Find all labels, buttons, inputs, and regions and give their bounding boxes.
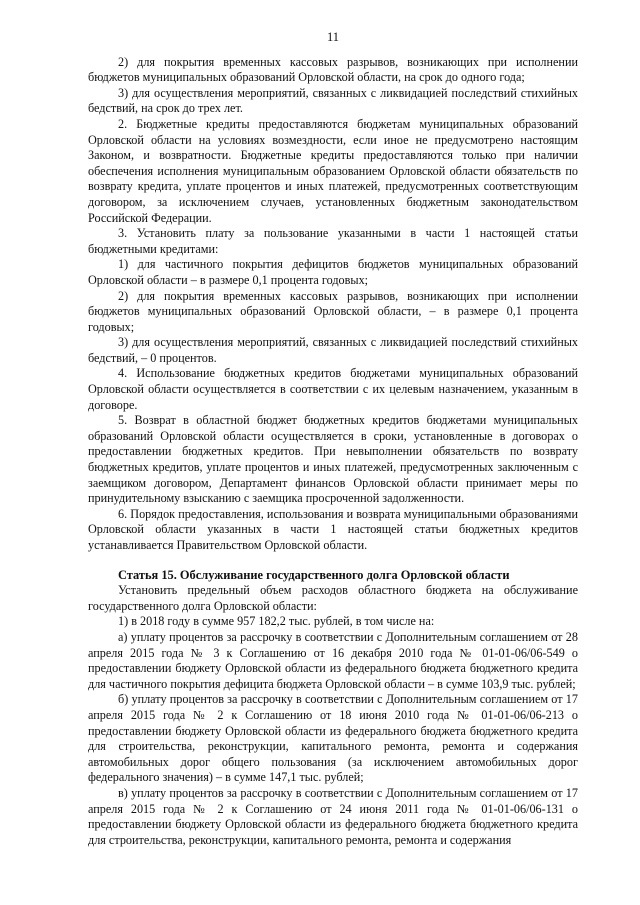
paragraph-part-4-usage: 4. Использование бюджетных кредитов бюджетами муниципальных образований Орловской области осуществляется в соответствии с их целевым назначением, указанным в договоре. bbox=[88, 366, 578, 412]
paragraph-item-b: б) уплату процентов за рассрочку в соответствии с Дополнительным соглашением от 17 апреля 2015 года № 2 к Соглашению от 18 июня 2010 года № 01-01-06/06-213 о предоставлении бюджету Орловской области из федерального бюджета бюджетного кредита для строительства, реконструкции, капитального ремонта, ремонта и содержания автомобильных дорог общего пользования (за исключением автомобильных дорог федерального значения) – в сумме 147,1 тыс. рублей; bbox=[88, 692, 578, 785]
page-number: 11 bbox=[326, 30, 340, 44]
paragraph-part-6-procedure: 6. Порядок предоставления, использования и возврата муниципальными образованиями Орловской области указанных в части 1 настоящей статьи бюджетных кредитов устанавливается Правительством Орловской области. bbox=[88, 506, 578, 552]
article-15-heading: Статья 15. Обслуживание государственного долга Орловской области bbox=[118, 567, 510, 582]
paragraph-2018-amount: 1) в 2018 году в сумме 957 182,2 тыс. рублей, в том числе на: bbox=[118, 614, 435, 629]
paragraph-3-disasters: 3) для осуществления мероприятий, связанных с ликвидацией последствий стихийных бедствий, на срок до трех лет. bbox=[88, 85, 578, 116]
paragraph-item-v: в) уплату процентов за рассрочку в соответствии с Дополнительным соглашением от 17 апреля 2015 года № 2 к Соглашению от 24 июня 2011 года № 01-01-06/06-131 о предоставлении бюджету Орловской области из федерального бюджета бюджетного кредита для строительства, реконструкции, капитального ремонта, ремонта и содержания bbox=[88, 785, 578, 847]
paragraph-part-3-fee: 3. Установить плату за пользование указанными в части 1 настоящей статьи бюджетными кредитами: bbox=[88, 226, 578, 256]
paragraph-fee-deficit: 1) для частичного покрытия дефицитов бюджетов муниципальных образований Орловской области – в размере 0,1 процента годовых; bbox=[88, 257, 578, 287]
document-page bbox=[88, 30, 578, 848]
paragraph-item-a: а) уплату процентов за рассрочку в соответствии с Дополнительным соглашением от 28 апреля 2015 года № 3 к Соглашению от 16 декабря 2010 года № 01-01-06/06-549 о предоставлении бюджету Орловской области из федерального бюджета бюджетного кредита для частичного покрытия дефицита бюджета Орловской области – в сумме 103,9 тыс. рублей; bbox=[88, 629, 578, 691]
paragraph-part-2-conditions: 2. Бюджетные кредиты предоставляются бюджетам муниципальных образований Орловской области на условиях возмездности, если иное не предусмотрено настоящим Законом, и возвратности. Бюджетные кредиты предоставляются только при наличии обеспечения исполнения муниципальным образованием Орловской области обязательств по возврату кредита, уплате процентов и иных платежей, предусмотренных соответствующим договором, за исключением случаев, установленных бюджетным законодательством Российской Федерации. bbox=[88, 116, 578, 225]
paragraph-fee-disasters: 3) для осуществления мероприятий, связанных с ликвидацией последствий стихийных бедствий, – 0 процентов. bbox=[88, 335, 578, 365]
paragraph-fee-cash-gaps: 2) для покрытия временных кассовых разрывов, возникающих при исполнении бюджетов муниципальных образований Орловской области, – в размере 0,1 процента годовых; bbox=[88, 288, 578, 334]
paragraph-2-cash-gaps: 2) для покрытия временных кассовых разрывов, возникающих при исполнении бюджетов муниципальных образований Орловской области, на срок до одного года; bbox=[88, 54, 578, 85]
paragraph-debt-service-intro: Установить предельный объем расходов областного бюджета на обслуживание государственного долга Орловской области: bbox=[88, 583, 578, 613]
paragraph-part-5-return: 5. Возврат в областной бюджет бюджетных кредитов бюджетами муниципальных образований Орловской области осуществляется в сроки, установленные в договорах о предоставлении бюджетных кредитов. При невыполнении обязательств по возврату бюджетных кредитов, уплате процентов и иных платежей, предусмотренных заключенным с заемщиком договором, Департамент финансов Орловской области принимает меры по принудительному взысканию с заемщика просроченной задолженности. bbox=[88, 413, 578, 506]
